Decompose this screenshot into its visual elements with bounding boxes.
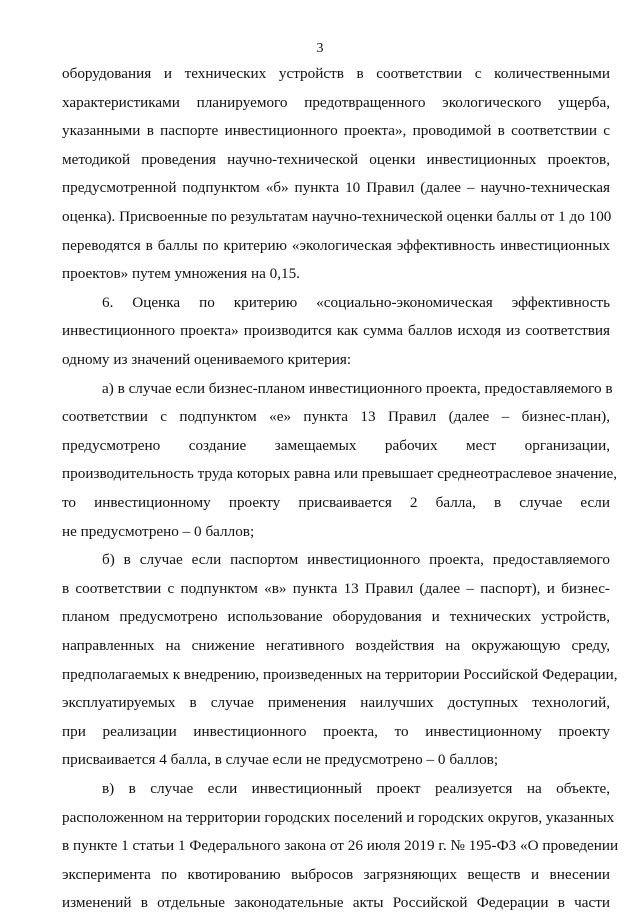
text-line: проектов» путем умножения на 0,15.	[62, 265, 300, 283]
text-line: планом предусмотрено использование оборудования и технических устройств,	[62, 608, 610, 626]
text-line: указанными в паспорте инвестиционного проекта», проводимой в соответствии с	[62, 122, 610, 140]
text-line: не предусмотрено – 0 баллов;	[62, 522, 255, 540]
text-line: одному из значений оцениваемого критерия:	[62, 351, 352, 368]
text-line: инвестиционного проекта» производится как сумма баллов исходя из соответствия	[62, 322, 610, 340]
text-line: предусмотрено создание замещаемых рабочих мест организации,	[62, 436, 610, 454]
text-line: производительность труда которых равна или превышает среднеотраслевое значение,	[62, 465, 618, 483]
text-line: изменений в отдельные законодательные акты Российской Федерации в части	[62, 894, 610, 912]
text-line: соответствии с подпунктом «е» пункта 13 Правил (далее – бизнес-план),	[62, 408, 610, 426]
text-line: эксперимента по квотированию выбросов загрязняющих веществ и внесении	[62, 865, 610, 883]
page-number: 3	[316, 41, 324, 56]
text-line: при реализации инвестиционного проекта, то инвестиционному проекту	[62, 722, 610, 740]
text-line: б) в случае если паспортом инвестиционного проекта, предоставляемого	[102, 551, 610, 569]
text-line: оборудования и технических устройств в соответствии с количественными	[62, 65, 610, 82]
text-line: в соответствии с подпунктом «в» пункта 13 Правил (далее – паспорт), и бизнес-	[62, 579, 610, 597]
text-line: предусмотренной подпунктом «б» пункта 10 Правил (далее – научно-техническая	[62, 179, 610, 197]
text-line: в пункте 1 статьи 1 Федерального закона от 26 июля 2019 г. № 195-ФЗ «О проведении	[62, 837, 619, 855]
text-line: расположенном на территории городских поселений и городских округов, указанных	[62, 808, 615, 826]
text-line: то инвестиционному проекту присваивается 2 балла, в случае если	[62, 494, 610, 511]
text-line: присваивается 4 балла, в случае если не предусмотрено – 0 баллов;	[62, 751, 499, 769]
text-line: в) в случае если инвестиционный проект реализуется на объекте,	[102, 780, 610, 797]
text-line: оценка). Присвоенные по результатам научно-технической оценки баллы от 1 до 100	[62, 208, 612, 225]
text-line: эксплуатируемых в случае применения наилучших доступных технологий,	[62, 694, 610, 712]
text-line: направленных на снижение негативного воздействия на окружающую среду,	[62, 637, 610, 654]
text-line: методикой проведения научно-технической оценки инвестиционных проектов,	[62, 150, 610, 168]
text-line: предполагаемых к внедрению, произведенных на территории Российской Федерации,	[62, 665, 618, 683]
text-line: а) в случае если бизнес-планом инвестиционного проекта, предоставляемого в	[102, 379, 613, 397]
text-line: переводятся в баллы по критерию «экологическая эффективность инвестиционных	[62, 236, 610, 254]
text-line: характеристиками планируемого предотвращенного экологического ущерба,	[62, 93, 610, 111]
text-line: 6. Оценка по критерию «социально-экономическая эффективность	[102, 293, 610, 311]
